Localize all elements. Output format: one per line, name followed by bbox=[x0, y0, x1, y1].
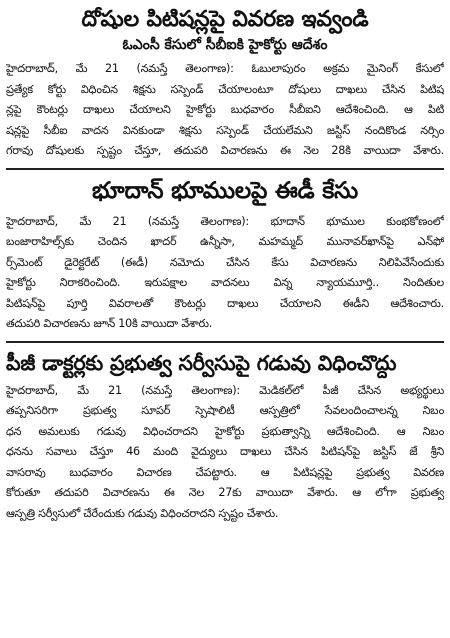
body-line: హైదరాబాద్, మే 21 (నమస్తే తెలంగాణ): భూదాన్ భూముల కుంభకోణంలో bbox=[6, 214, 444, 228]
article-body bbox=[6, 381, 444, 525]
body-line: ర్స్‌మెంట్ డైరెక్టరేట్ (ఈడీ) నమోదు చేసిన కేసు విచారణను నిలిపివేసేందుకు bbox=[6, 255, 444, 269]
body-line: ధన అమలుకు గడువు విధించరాదని హైకోర్టు ప్రభుత్వాన్ని ఆదేశించింది. ఆ నిబం bbox=[6, 424, 444, 438]
body-line: గరావు దోషులకు స్పష్టం చేస్తూ, తదుపరి విచారణను ఈ నెల 28కి వాయిదా వేశారు. bbox=[6, 144, 444, 157]
body-line: న్లపై కౌంటర్లు దాఖలు చేయాలని హైకోర్టు బుధవారం సీబీఐని ఆదేశించింది. ఆ పిటి bbox=[6, 103, 444, 116]
headline: పీజీ డాక్టర్లకు ప్రభుత్వ సర్వీసుపై గడువు విధించొద్దు bbox=[6, 350, 397, 375]
body-line: పిటిషన్‌పై పూర్తి వివరాలతో కౌంటర్లు దాఖలు చేయాలని ఈడీని ఆదేశించారు. bbox=[6, 296, 444, 310]
body-line: హైకోర్టు నిరాకరించింది. ఇరుపక్షాల వాదనలు విన్న న్యాయమూర్తి.. నిందితుల bbox=[6, 276, 444, 289]
body-line: బంజారాహిల్స్‌కు చెందిన ఖాదర్ ఉన్నీసా, మహమ్మద్ మునావర్‌ఖాన్‌పై ఎన్‌ఫో bbox=[6, 235, 444, 248]
section-divider bbox=[6, 341, 444, 343]
section-divider bbox=[6, 168, 444, 170]
article-omc-case bbox=[6, 6, 444, 162]
body-line: ధనను సవాలు చేస్తూ 46 మంది వైద్యులు దాఖలు చేసిన పిటిషన్‌పై జస్టిస్ జే శ్రీని bbox=[6, 445, 444, 458]
article-body bbox=[6, 212, 444, 335]
body-line: వాసరావు బుధవారం విచారణ చేపట్టారు. ఆ పిటిషన్లపై ప్రభుత్వ వివరణ bbox=[6, 465, 444, 479]
body-line: తదుపరి విచారణను జూన్ 10కి వాయిదా వేశారు. bbox=[6, 317, 213, 330]
body-line: తప్పనిసరిగా ప్రభుత్వ సూపర్ స్పెషాలిటీ ఆస్పత్రిలో సేవలందించాలన్న నిబం bbox=[6, 404, 444, 417]
body-line: ఆస్పత్రి సర్వీసులో చేరేందుకు గడువు విధించరాదని స్పష్టం చేశారు. bbox=[6, 506, 279, 520]
article-pg-doctors bbox=[6, 349, 444, 525]
body-line: హైదరాబాద్, మే 21 (నమస్తే తెలంగాణ): ఓబులాపురం అక్రమ మైనింగ్ కేసులో bbox=[6, 62, 444, 75]
headline: భూదాన్ భూములపై ఈడీ కేసు bbox=[92, 177, 358, 204]
subheadline: ఓఎంసీ కేసులో సీబీఐకి హైకోర్టు ఆదేశం bbox=[122, 37, 328, 53]
headline: దోషుల పిటిషన్లపై వివరణ ఇవ్వండి bbox=[81, 7, 369, 32]
article-body bbox=[6, 59, 444, 162]
body-line: ప్రత్యేక కోర్టు విధించిన శిక్షను సస్పెండ్ చేయాలంటూ దోషులు దాఖలు చేసిన పిటిష bbox=[6, 82, 444, 96]
body-line: హైదరాబాద్, మే 21 (నమస్తే తెలంగాణ): మెడికల్‌లో పీజీ చేసిన అభ్యర్థులు bbox=[6, 383, 444, 397]
article-bhoodan-ed-case bbox=[6, 176, 444, 335]
body-line: షన్లపై సీబీఐ వాదన వినకుండా శిక్షను సస్పెండ్ చేయలేమని జస్టిస్ నందికొండ నర్సిం bbox=[6, 123, 444, 137]
body-line: కోరుతూ తదుపరి విచారణను ఈ నెల 27కు వాయిదా వేశారు. ఆ లోగా ప్రభుత్వ bbox=[6, 486, 444, 499]
